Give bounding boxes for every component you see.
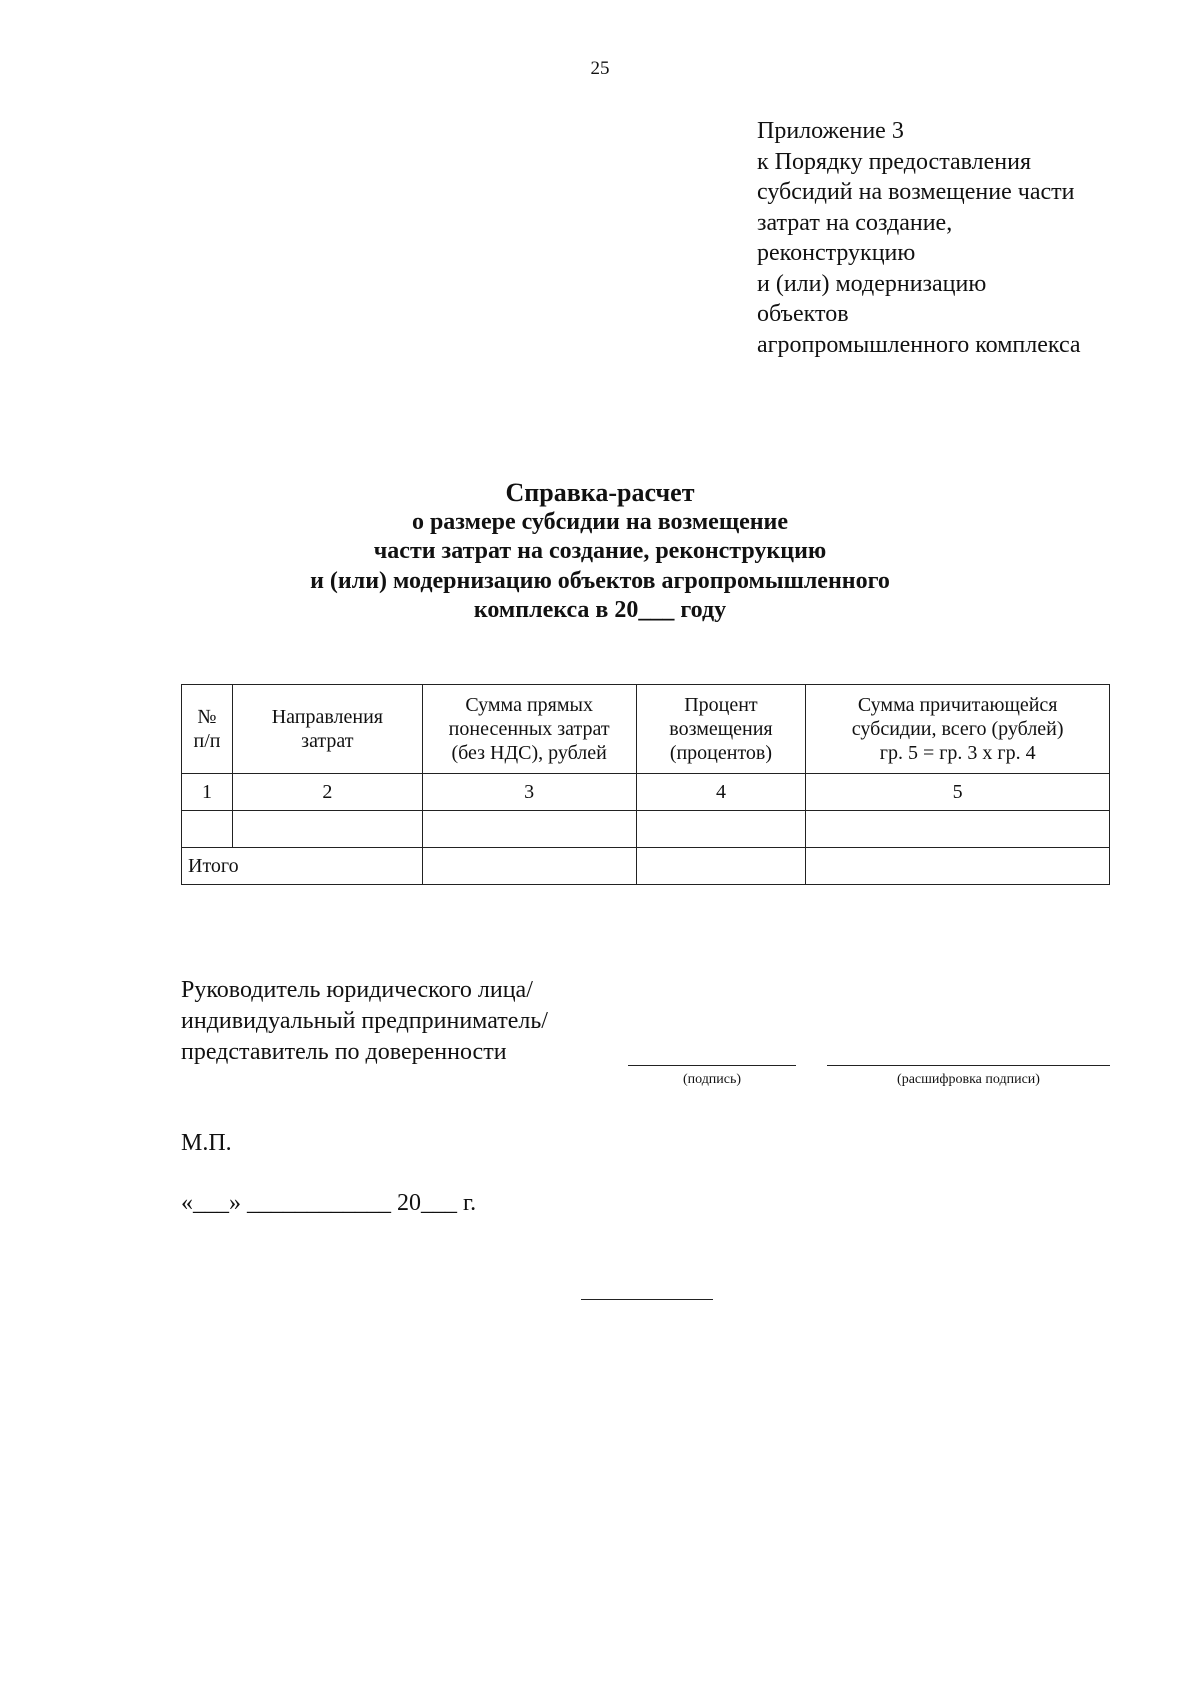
header-text: субсидии, всего (рублей) [851,718,1064,740]
document-title-line: комплекса в 20___ году [473,597,727,623]
annex-line: субсидий на возмещение части [757,179,1075,205]
annex-block [757,116,1081,360]
signature-caption: (подпись) [682,1072,742,1087]
total-cell[interactable] [806,848,1110,885]
total-cell[interactable] [422,848,636,885]
table-header-row [182,685,1110,774]
header-text: № [197,706,217,728]
annex-line: агропромышленного комплекса [757,331,1081,358]
total-label: Итого [182,848,423,885]
page-number: 25 [590,58,610,79]
end-divider [581,1299,713,1300]
signer-line: Руководитель юридического лица/ [181,977,533,1003]
column-number-cell: 2 [232,774,422,811]
column-number-cell: 5 [806,774,1110,811]
document-title-line: части затрат на создание, реконструкцию [373,538,827,564]
total-cell[interactable] [636,848,806,885]
total-row [182,848,1110,885]
column-number-cell: 1 [182,774,233,811]
header-text: затрат [301,730,354,752]
signer-block [181,975,548,1068]
header-text: Направления [271,706,383,728]
header-cell-number [182,685,233,774]
table-cell[interactable] [422,811,636,848]
table-cell[interactable] [182,811,233,848]
table-cell[interactable] [806,811,1110,848]
header-text: Сумма причитающейся [857,694,1058,716]
header-cell-direct-costs [422,685,636,774]
header-text: гр. 5 = гр. 3 х гр. 4 [879,742,1036,764]
table-row [182,811,1110,848]
column-number-cell: 3 [422,774,636,811]
column-number-cell: 4 [636,774,806,811]
signer-line: индивидуальный предприниматель/ [181,1008,548,1034]
header-cell-subsidy-amount [806,685,1110,774]
signature-decoding-line [827,1065,1110,1066]
header-text: п/п [193,730,221,752]
signer-line: представитель по доверенности [181,1039,507,1065]
annex-line: затрат на создание, [757,209,953,236]
document-title-line: и (или) модернизацию объектов агропромышленного [310,567,890,594]
header-text: Процент [684,694,758,716]
header-text: возмещения [669,718,773,740]
annex-line: к Порядку предоставления [757,148,1032,175]
annex-line: реконструкцию [757,240,916,266]
date-line: «___» ____________ 20___ г. [181,1190,477,1216]
document-title-line: о размере субсидии на возмещение [411,508,789,535]
annex-line: и (или) модернизацию [757,270,987,297]
annex-line: Приложение 3 [757,118,904,144]
signature-decoding-caption: (расшифровка подписи) [897,1072,1040,1087]
header-text: понесенных затрат [448,718,610,740]
annex-line: объектов [757,301,849,327]
table-cell[interactable] [636,811,806,848]
header-cell-directions [232,685,422,774]
table-cell[interactable] [232,811,422,848]
header-cell-reimbursement-percent [636,685,806,774]
column-number-row [182,774,1110,811]
document-title [0,478,1200,626]
header-text: (процентов) [669,742,773,764]
stamp-label: М.П. [181,1130,232,1156]
signature-line [628,1065,796,1066]
document-title-main: Справка-расчет [505,478,695,507]
header-text: Сумма прямых [465,694,593,716]
header-text: (без НДС), рублей [451,742,607,764]
calculation-table [181,684,1110,885]
